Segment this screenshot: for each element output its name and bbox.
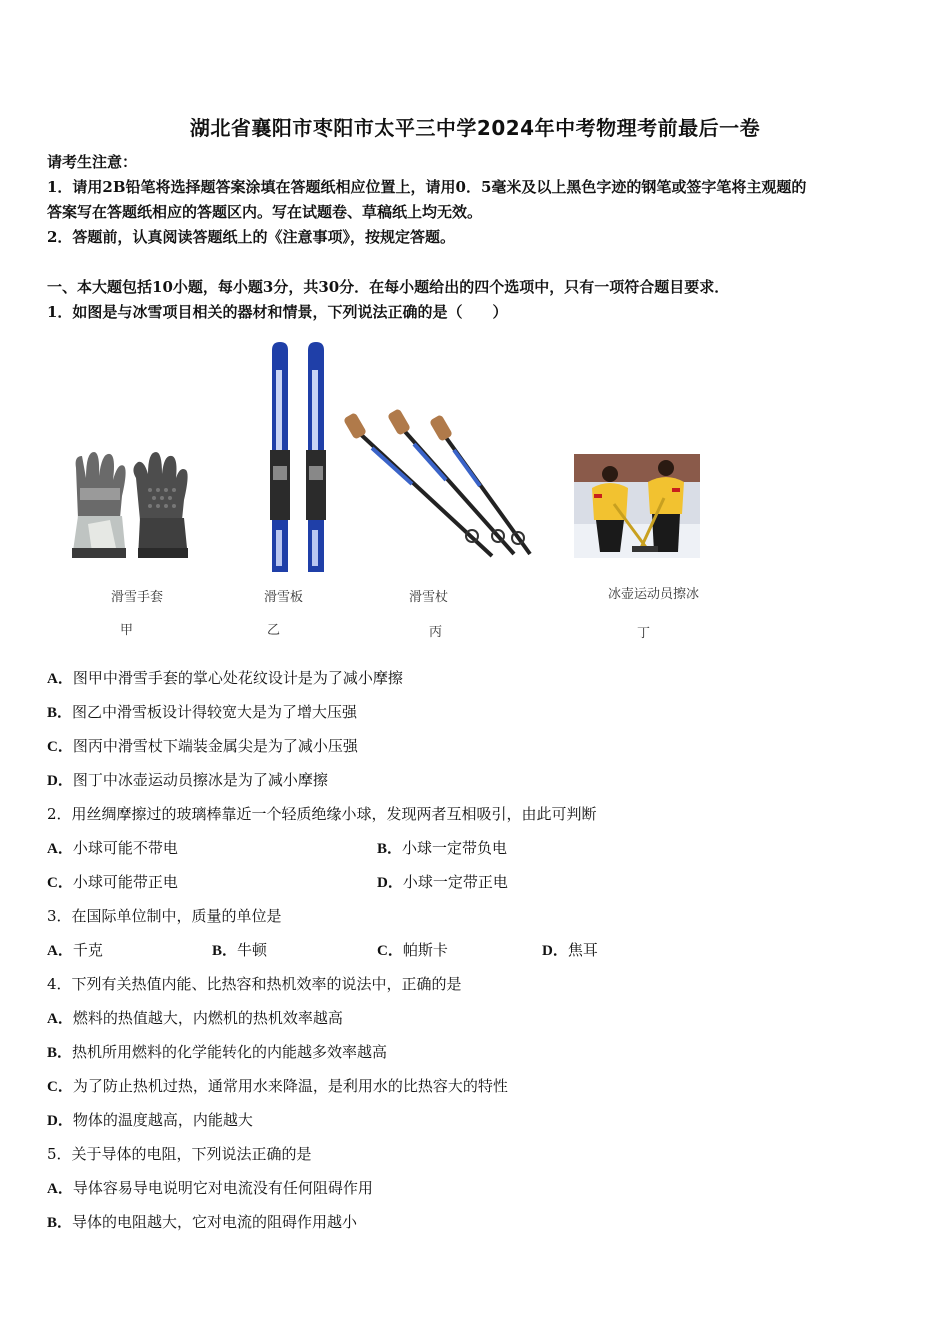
q3-option-d: D．焦耳 <box>542 941 598 959</box>
notice-heading: 请考生注意： <box>47 153 138 171</box>
q2-option-a: A．小球可能不带电 <box>47 839 178 857</box>
skis-image <box>264 340 336 578</box>
label-bing: 丙 <box>429 625 443 640</box>
q1-stem: 1．如图是与冰雪项目相关的器材和情景，下列说法正确的是（ ） <box>47 303 508 321</box>
notice-item-2: 2．答题前，认真阅读答题纸上的《注意事项》，按规定答题。 <box>47 228 455 246</box>
q3-option-c: C．帕斯卡 <box>377 941 448 959</box>
q5-stem: 5．关于导体的电阻，下列说法正确的是 <box>47 1145 312 1163</box>
page-title: 湖北省襄阳市枣阳市太平三中学2024年中考物理考前最后一卷 <box>189 116 761 140</box>
q5-option-a: A．导体容易导电说明它对电流没有任何阻碍作用 <box>47 1179 373 1197</box>
curling-image <box>574 454 700 558</box>
label-ding: 丁 <box>637 626 651 641</box>
q4-option-a: A．燃料的热值越大，内燃机的热机效率越高 <box>47 1009 343 1027</box>
q4-option-b: B．热机所用燃料的化学能转化的内能越多效率越高 <box>47 1043 388 1061</box>
ski-poles-image <box>342 408 538 568</box>
q2-option-c: C．小球可能带正电 <box>47 873 178 891</box>
label-jia: 甲 <box>120 623 134 638</box>
q2-option-b: B．小球一定带负电 <box>377 839 508 857</box>
q3-option-a: A．千克 <box>47 941 103 959</box>
notice-item-1-line-1: 1．请用2B铅笔将选择题答案涂填在答题纸相应位置上，请用0．5毫米及以上黑色字迹的钢笔或签字笔将主观题的 <box>47 178 807 196</box>
q1-option-d: D．图丁中冰壶运动员擦冰是为了减小摩擦 <box>47 771 328 789</box>
q4-stem: 4．下列有关热值内能、比热容和热机效率的说法中，正确的是 <box>47 975 462 993</box>
label-yi: 乙 <box>267 623 281 638</box>
q2-stem: 2．用丝绸摩擦过的玻璃棒靠近一个轻质绝缘小球，发现两者互相吸引，由此可判断 <box>47 805 597 823</box>
q1-option-b: B．图乙中滑雪板设计得较宽大是为了增大压强 <box>47 703 358 721</box>
q5-option-b: B．导体的电阻越大，它对电流的阻碍作用越小 <box>47 1213 358 1231</box>
q3-stem: 3．在国际单位制中，质量的单位是 <box>47 907 282 925</box>
ski-gloves-image <box>66 448 192 566</box>
q1-option-a: A．图甲中滑雪手套的掌心处花纹设计是为了减小摩擦 <box>47 669 403 687</box>
caption-poles: 滑雪杖 <box>409 590 449 605</box>
section-1-heading: 一、本大题包括10小题，每小题3分，共30分．在每小题给出的四个选项中，只有一项符合题目要求． <box>47 278 730 296</box>
caption-gloves: 滑雪手套 <box>111 590 164 605</box>
q1-option-c: C．图丙中滑雪杖下端装金属尖是为了减小压强 <box>47 737 358 755</box>
q4-option-d: D．物体的温度越高，内能越大 <box>47 1111 253 1129</box>
q4-option-c: C．为了防止热机过热，通常用水来降温，是利用水的比热容大的特性 <box>47 1077 508 1095</box>
caption-skis: 滑雪板 <box>264 590 304 605</box>
q2-option-d: D．小球一定带正电 <box>377 873 508 891</box>
caption-curling: 冰壶运动员擦冰 <box>608 587 700 602</box>
q3-option-b: B．牛顿 <box>212 941 268 959</box>
notice-item-1-line-2: 答案写在答题纸相应的答题区内。写在试题卷、草稿纸上均无效。 <box>47 203 483 221</box>
